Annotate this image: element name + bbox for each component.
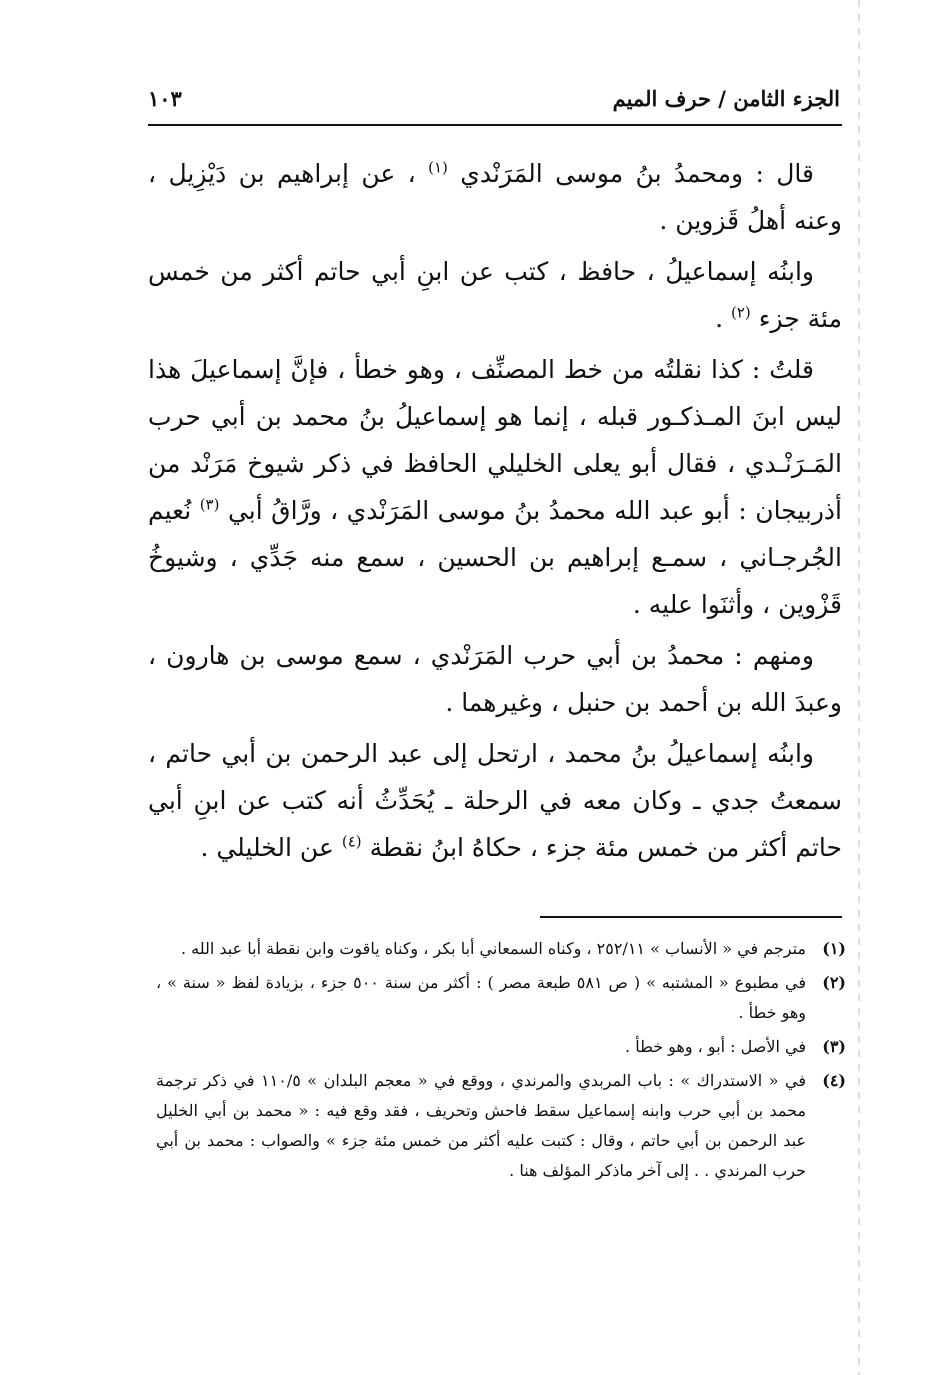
- footnote-2: [156, 968, 846, 1028]
- footnotes: [156, 934, 846, 1190]
- footnote-number: (٣): [822, 1037, 846, 1056]
- footnote-ref-1: (١): [428, 158, 448, 177]
- paragraph-4: ومنهم : محمدُ بن أبي حرب المَرَنْدي ، سمع موسى بن هارون ، وعبدَ الله بن أحمد بن حنبل ، وغيرهما .: [148, 641, 842, 717]
- paragraph-5: وابنُه إسماعيلُ بنُ محمد ، ارتحل إلى عبد الرحمن بن أبي حاتم ، سمعتُ جدي ـ وكان معه في الرحلة ـ يُحَدِّثُ أنه كتب عن ابنِ أبي حاتم أكثر من خمس مئة جزء ، حكاهُ ابنُ نقطة $^{(٤)}$ عن الخليلي .: [148, 739, 842, 862]
- footnote-ref-2: (٢): [730, 303, 751, 322]
- footnote-number: (٢): [822, 973, 846, 992]
- footnote-ref-4: (٤): [341, 832, 362, 851]
- main-text: [148, 150, 842, 875]
- paragraph-2: وابنُه إسماعيلُ ، حافظ ، كتب عن ابنِ أبي حاتم أكثر من خمس مئة جزء $^{(٢)}$ .: [148, 257, 842, 333]
- footnote-text: في مطبوع « المشتبه » ( ص ٥٨١ طبعة مصر ) : أكثر من سنة ٥٠٠ جزء ، بزيادة لفظ « سنة » ، وهو خطأ .: [156, 973, 806, 1022]
- footnote-number: (١): [822, 939, 846, 958]
- paragraph-3: قلتُ : كذا نقلتُه من خط المصنِّف ، وهو خطأ ، فإنَّ إسماعيلَ هذا ليس ابنَ المـذكـور قبله ، إنما هو إسماعيلُ بنُ محمد بن أبي حرب المَـرَنْـدي ، فقال أبو يعلى الخليلي الحافظ في ذكر شيوخ مَرَنْد من أذربيجان : أبو عبد الله محمدُ بنُ موسى المَرَنْدي ، ورَّاقُ أبي $^{(٣)}$ نُعيم الجُرجـاني ، سمـع إبراهيم بن الحسين ، سمع منه جَدِّي ، وشيوخُ قَزْوين ، وأثنَوا عليه .: [148, 355, 842, 619]
- header-rule: [148, 124, 842, 126]
- footnote-text: مترجم في « الأنساب » ٢٥٢/١١ ، وكناه السمعاني أبا بكر ، وكناه ياقوت وابن نقطة أبا عبد الله .: [180, 939, 806, 958]
- page-number: ١٠٣: [148, 85, 182, 111]
- page-header: [148, 78, 840, 118]
- footnote-number: (٤): [822, 1071, 846, 1090]
- footnote-3: [156, 1032, 846, 1062]
- running-title: الجزء الثامن / حرف الميم: [612, 85, 840, 111]
- footnote-1: [156, 934, 846, 964]
- footnote-separator: [540, 916, 842, 918]
- footnote-4: [156, 1066, 846, 1186]
- footnote-text: في « الاستدراك » : باب المربدي والمرندي ، ووقع في « معجم البلدان » ١١٠/٥ في ذكر ترجمة محمد بن أبي حرب وابنه إسماعيل سقط فاحش وتحريف ، فقد وقع فيه : « محمد بن أبي الخليل عبد الرحمن بن أبي حاتم ، وقال : كتبت عليه أكثر من خمس مئة جزء » والصواب : محمد بن أبي حرب المرندي . . إلى آخر ماذكر المؤلف هنا .: [156, 1071, 806, 1180]
- scan-margin-artifact: [858, 0, 860, 1375]
- paragraph-1: قال : ومحمدُ بنُ موسى المَرَنْدي $^{(١)}$ ، عن إبراهيم بن دَيْزِيل ، وعنه أهلُ قَزوين .: [148, 158, 842, 235]
- footnote-ref-3: (٣): [199, 495, 220, 514]
- footnote-text: في الأصل : أبو ، وهو خطأ .: [625, 1037, 806, 1056]
